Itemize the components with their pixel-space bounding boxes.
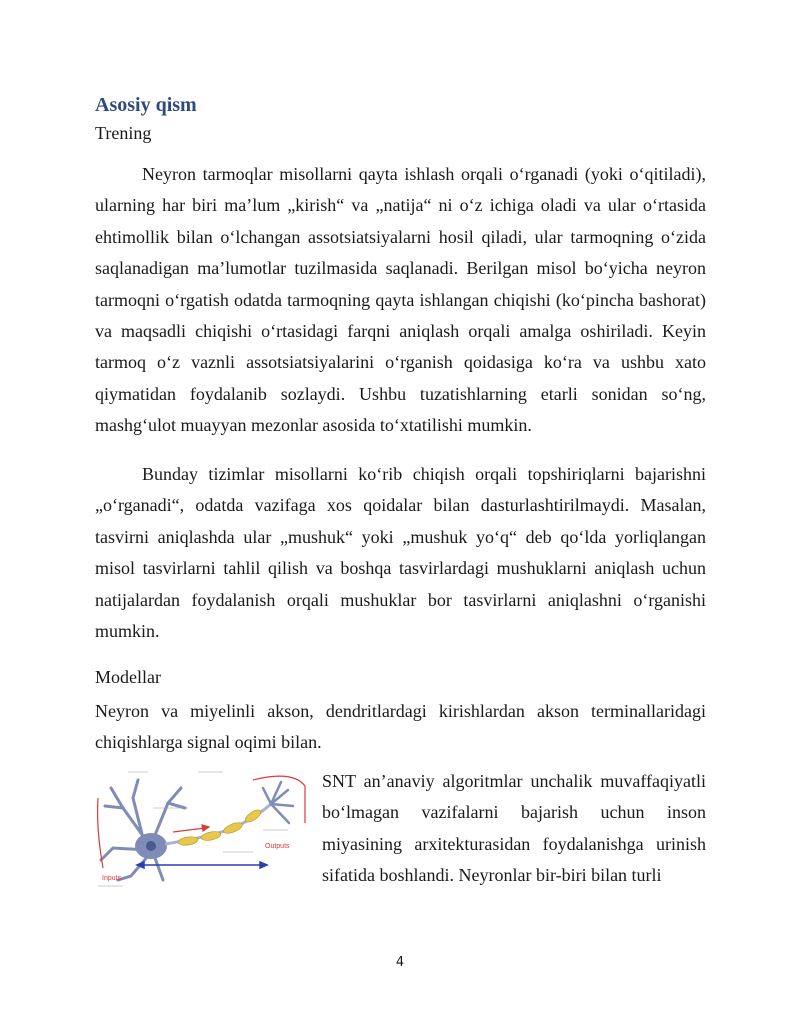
page-number: 4: [395, 955, 405, 970]
neuron-diagram: [93, 768, 315, 888]
signal-direction-arrow: [173, 825, 209, 832]
inputs-label: Inputs: [102, 875, 122, 882]
paragraph-models-body: SNT an’anaviy algoritmlar unchalik muvaffaqiyatli bo‘lmagan vazifalarni bajarish uchun inson miyasining arxitekturasidan foydalanishga urinish sifatida boshlandi. Neyronlar bir-biri bilan turli: [322, 771, 706, 886]
nucleus: [146, 841, 156, 851]
myelin-sheaths: [178, 808, 263, 847]
section-title: Asosiy qism: [95, 94, 197, 116]
outputs-label: Outputs: [265, 843, 290, 850]
axon: [165, 804, 271, 844]
subsection-training-heading: Trening: [95, 123, 152, 143]
paragraph-models-caption: Neyron va miyelinli akson, dendritlardagi kirishlardan akson terminallaridagi chiqishlarga signal oqimi bilan.: [95, 701, 706, 753]
subsection-models-heading: Modellar: [95, 667, 161, 687]
paragraph-training-1: Neyron tarmoqlar misollarni qayta ishlash orqali o‘rganadi (yoki o‘qitiladi), ularning har biri ma’lum „kirish“ va „natija“ ni o‘z ichiga oladi va ular o‘rtasida ehtimollik bilan o‘lchangan assotsiatsiyalarni hosil qiladi, ular tarmoqning o‘zida saqlanadigan ma’lumotlar tuzilmasida saqlanadi. Berilgan misol bo‘yicha neyron tarmoqni o‘rgatish odatda tarmoqning qayta ishlangan chiqishi (ko‘pincha bashorat) va maqsadli chiqishi o‘rtasidagi farqni aniqlash orqali amalga oshiriladi. Keyin tarmoq o‘z vaznli assotsiatsiyalarini o‘rganish qoidasiga ko‘ra va ushbu xato qiymatidan foydalanib sozlaydi. Ushbu tuzatishlarning etarli sonidan so‘ng, mashg‘ulot muayyan mezonlar asosida to‘xtatilishi mumkin.: [95, 164, 706, 436]
axon-terminals: [263, 782, 293, 823]
output-signal-path: [253, 776, 305, 823]
paragraph-training-2: Bunday tizimlar misollarni ko‘rib chiqish orqali topshiriqlarni bajarishni „o‘rganadi“, odatda vazifaga xos qoidalar bilan dasturlashtirilmaydi. Masalan, tasvirni aniqlashda ular „mushuk“ yoki „mushuk yo‘q“ deb qo‘lda yorliqlangan misol tasvirlarni tahlil qilish va boshqa tasvirlardagi mushuklarni aniqlash uchun natijalardan foydalanish orqali mushuklar bor tasvirlarni aniqlashni o‘rganishi mumkin.: [95, 464, 706, 642]
